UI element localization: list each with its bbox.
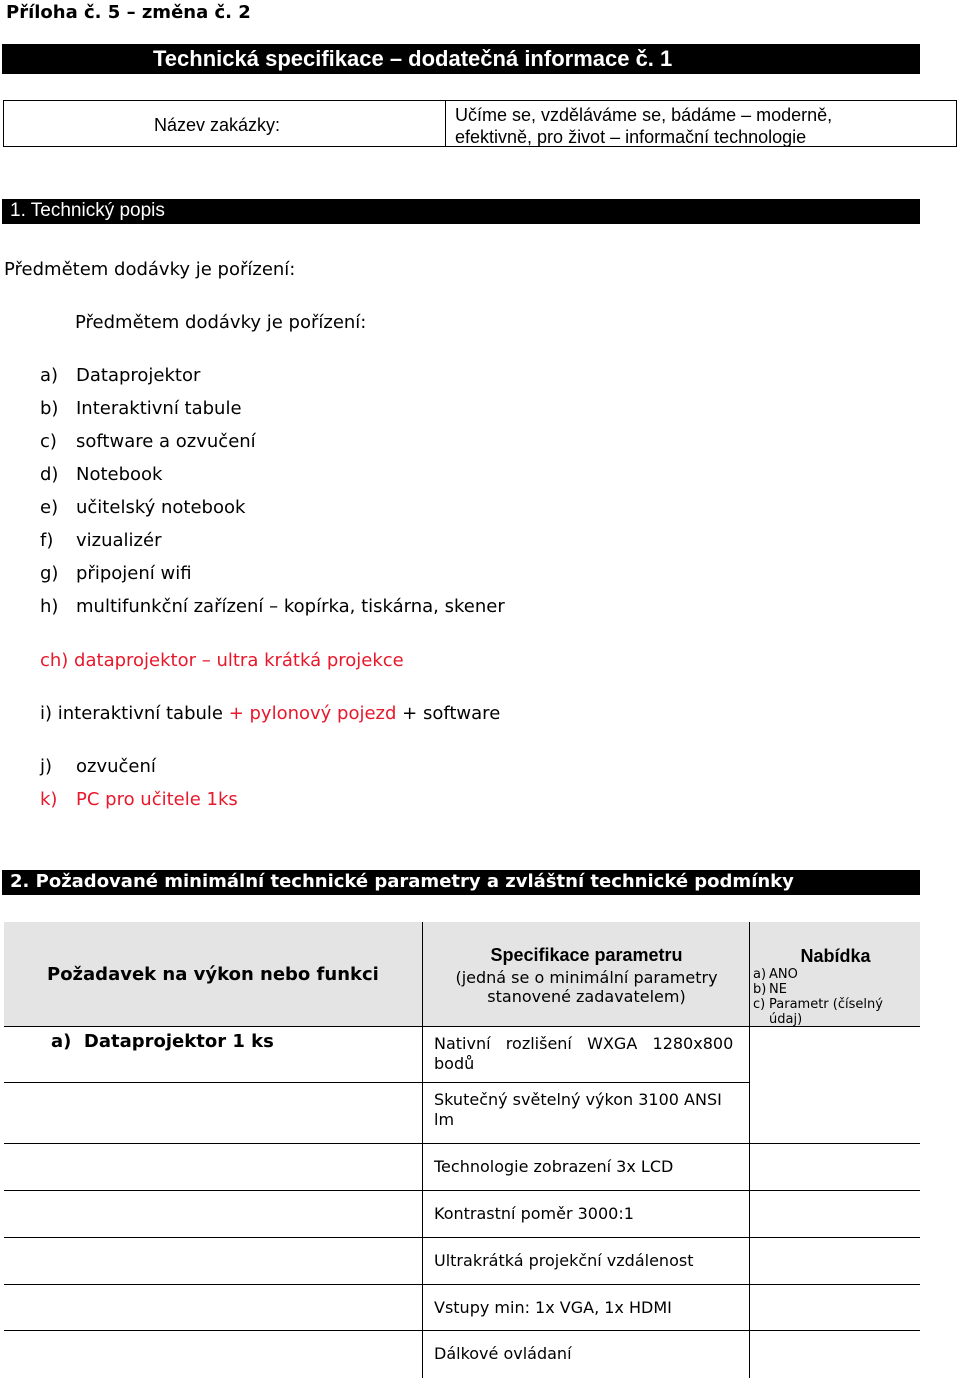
list-item-letter: k) (40, 789, 58, 810)
offer-option (753, 982, 787, 997)
list-item-j (40, 756, 440, 780)
spec-param-cell (422, 1026, 749, 1082)
spec-param-cell (422, 1082, 749, 1143)
list-item-text: Interaktivní tabule (76, 398, 242, 419)
offer-option-letter: c) (753, 997, 766, 1012)
list-item-text: multifunkční zařízení – kopírka, tiskárna, skener (76, 596, 505, 617)
offer-option-text: Parametr (číselný (769, 997, 883, 1012)
spec-param-cell (422, 1330, 749, 1378)
spec-empty-cell (4, 1284, 422, 1330)
spec-empty-cell (4, 1190, 422, 1237)
col1-header: Požadavek na výkon nebo funkci (47, 964, 379, 985)
spec-offer-cell (749, 1143, 920, 1190)
col2-header-sub1: (jedná se o minimální parametry (455, 968, 718, 987)
col3-options (750, 967, 921, 1027)
list-item-i-pylon: + pylonový pojezd (228, 703, 397, 724)
list-item-i-software: + software (396, 703, 501, 724)
list-item-text: software a ozvučení (76, 431, 256, 452)
offer-option-letter: a) (753, 967, 767, 982)
spec-param-line1: Dálkové ovládaní (434, 1344, 572, 1363)
spec-param-line1: Technologie zobrazení 3x LCD (434, 1157, 674, 1176)
section2-heading: 2. Požadované minimální technické parametry a zvláštní technické podmínky (10, 871, 794, 892)
list-item-text: ozvučení (76, 756, 156, 777)
list-item-text: Dataprojektor (76, 365, 201, 386)
offer-cell (749, 1026, 920, 1143)
spec-param-line2: bodů (434, 1054, 475, 1073)
spec-offer-cell (749, 1237, 920, 1284)
list-item (40, 398, 740, 422)
list-item-letter: h) (40, 596, 59, 617)
spec-param-cell (422, 1143, 749, 1190)
list-item (40, 563, 740, 587)
spec-param-cell (422, 1284, 749, 1330)
list-item (40, 464, 740, 488)
spec-param-line1: Nativní rozlišení WXGA 1280x800 (434, 1034, 734, 1053)
item-label: a) Dataprojektor 1 ks (51, 1031, 274, 1052)
offer-option-continuation: údaj) (769, 1012, 803, 1027)
col2-header-sub2: stanovené zadavatelem) (487, 987, 686, 1006)
spec-empty-cell (4, 1237, 422, 1284)
spec-offer-cell (749, 1330, 920, 1378)
list-item-letter: j) (40, 756, 53, 777)
col3-header-cell (749, 922, 920, 1026)
col1-header-cell (4, 922, 422, 1026)
spec-param-line1: Vstupy min: 1x VGA, 1x HDMI (434, 1298, 672, 1317)
col3-header-title: Nabídka (800, 946, 871, 966)
list-item (40, 497, 740, 521)
list-item-letter: g) (40, 563, 59, 584)
section1-heading-bar (2, 199, 920, 224)
item-list (40, 365, 740, 635)
spec-param-line2: lm (434, 1110, 455, 1129)
col2-header-title: Specifikace parametru (490, 945, 683, 965)
list-item-k (40, 789, 440, 813)
spec-param-line1: Skutečný světelný výkon 3100 ANSI (434, 1090, 722, 1109)
title-bar (2, 44, 920, 74)
contract-value (455, 104, 832, 148)
list-item-text: učitelský notebook (76, 497, 246, 518)
spec-param-cell (422, 1237, 749, 1284)
list-item (40, 530, 740, 554)
list-item-letter: b) (40, 398, 59, 419)
list-item-text: Notebook (76, 464, 163, 485)
section2-heading-bar (2, 870, 920, 895)
list-item (40, 596, 740, 620)
col2-header-cell (422, 922, 749, 1026)
list-item-ch: ch) dataprojektor – ultra krátká projekce (40, 650, 404, 671)
contract-label-cell (4, 101, 446, 146)
section1-intro-indented: Předmětem dodávky je pořízení: (75, 312, 367, 333)
item-empty-cell (4, 1082, 422, 1143)
list-item-text: připojení wifi (76, 563, 192, 584)
spec-table (4, 922, 920, 1378)
spec-offer-cell (749, 1284, 920, 1330)
list-item (40, 365, 740, 389)
contract-value-line2: efektivně, pro život – informační technologie (455, 127, 807, 147)
list-item-letter: f) (40, 530, 54, 551)
list-item (40, 431, 740, 455)
list-item-letter: e) (40, 497, 59, 518)
contract-value-line1: Učíme se, vzděláváme se, bádáme – moderně, (455, 105, 833, 125)
spec-param-line1: Ultrakrátká projekční vzdálenost (434, 1251, 694, 1270)
offer-option-text: NE (769, 982, 787, 997)
section1-heading: 1. Technický popis (10, 200, 165, 221)
list-item-i (40, 703, 500, 724)
attachment-label: Příloha č. 5 – změna č. 2 (6, 2, 251, 23)
section1-intro: Předmětem dodávky je pořízení: (4, 259, 296, 280)
offer-option-text: ANO (769, 967, 798, 982)
list-item-text: vizualizér (76, 530, 162, 551)
spec-empty-cell (4, 1143, 422, 1190)
spec-param-cell (422, 1190, 749, 1237)
list-item-letter: a) (40, 365, 59, 386)
item-label-cell (4, 1026, 422, 1082)
spec-offer-cell (749, 1190, 920, 1237)
spec-param-line1: Kontrastní poměr 3000:1 (434, 1204, 634, 1223)
spec-empty-cell (4, 1330, 422, 1378)
offer-option (753, 967, 798, 982)
offer-option (753, 997, 883, 1012)
list-item-i-text: i) interaktivní tabule (40, 703, 229, 724)
contract-label: Název zakázky: (154, 115, 281, 135)
list-item-letter: c) (40, 431, 57, 452)
document-title: Technická specifikace – dodatečná informace č. 1 (153, 46, 673, 71)
contract-name-table (3, 100, 957, 147)
offer-option-letter: b) (753, 982, 767, 997)
list-item-text: PC pro učitele 1ks (76, 789, 238, 810)
list-item-letter: d) (40, 464, 59, 485)
